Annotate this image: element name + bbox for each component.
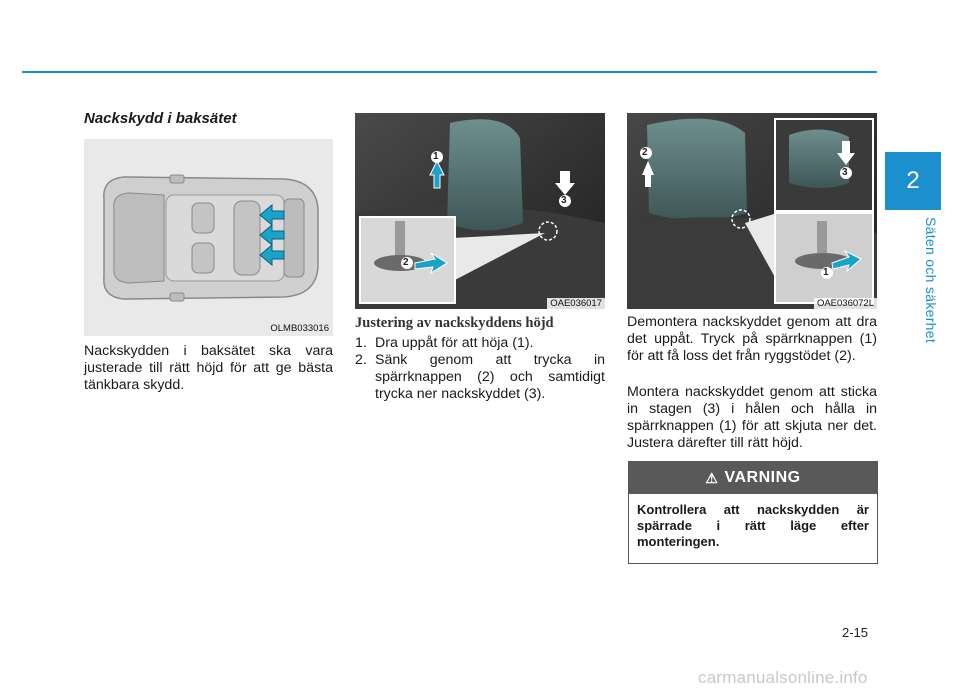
- step-number: 2.: [355, 352, 367, 368]
- chapter-number: 2: [906, 167, 920, 194]
- warning-box: [628, 461, 878, 564]
- callout-2: 2: [642, 147, 648, 158]
- list-item: [355, 335, 605, 352]
- steps-list: [355, 335, 605, 403]
- section-heading: Nackskydd i baksätet: [84, 110, 237, 127]
- step-text: Sänk genom att trycka in spärrknappen (2) och samtidigt trycka ner nackskyddet (3).: [375, 352, 605, 402]
- page-number: 2-15: [842, 625, 869, 640]
- subheading-adjust-height: Justering av nackskyddens höjd: [355, 315, 554, 331]
- warning-text: Kontrollera att nackskydden är spärrade i rätt läge efter monteringen.: [637, 502, 869, 549]
- chapter-number-tab: [885, 152, 941, 210]
- step-text: Dra uppåt för att höja (1).: [375, 335, 534, 351]
- figure-car-topview: [84, 139, 333, 336]
- figure-headrest-height: [355, 113, 605, 309]
- callout-1: 1: [433, 151, 439, 162]
- right-paragraph-2: Montera nackskyddet genom att sticka in stagen (3) i hålen och hålla in spärrknappen (1) för att skjuta ner det. Justera därefter till rätt höjd.: [627, 384, 877, 451]
- header-rule: [22, 71, 877, 73]
- chapter-title: Säten och säkerhet: [923, 216, 939, 344]
- figure-code: OLMB033016: [270, 323, 329, 334]
- list-item: [355, 352, 605, 403]
- callout-3: 3: [561, 195, 567, 206]
- figure-code: OAE036072L: [814, 298, 877, 309]
- callout-1: 1: [823, 267, 829, 278]
- headrest-removal-illustration: [627, 113, 877, 309]
- step-number: 1.: [355, 335, 367, 351]
- watermark: carmanualsonline.info: [698, 668, 868, 687]
- figure-code: OAE036017: [547, 298, 605, 309]
- right-paragraph-1: Demontera nackskyddet genom att dra det uppåt. Tryck på spärrknappen (1) för att få loss det från ryggstödet (2).: [627, 314, 877, 364]
- left-paragraph: Nackskydden i baksätet ska vara justerade till rätt höjd för att ge bästa tänkbara skydd.: [84, 343, 333, 393]
- warning-title: VARNING: [724, 469, 801, 486]
- arrow-icons: [260, 205, 284, 265]
- car-top-view-illustration: [84, 139, 333, 336]
- warning-triangle-icon: ⚠: [705, 469, 719, 486]
- figure-headrest-removal: [627, 113, 877, 309]
- warning-header: [629, 462, 877, 494]
- callout-2: 2: [403, 257, 409, 268]
- headrest-height-illustration: [355, 113, 605, 309]
- callout-3: 3: [842, 167, 848, 178]
